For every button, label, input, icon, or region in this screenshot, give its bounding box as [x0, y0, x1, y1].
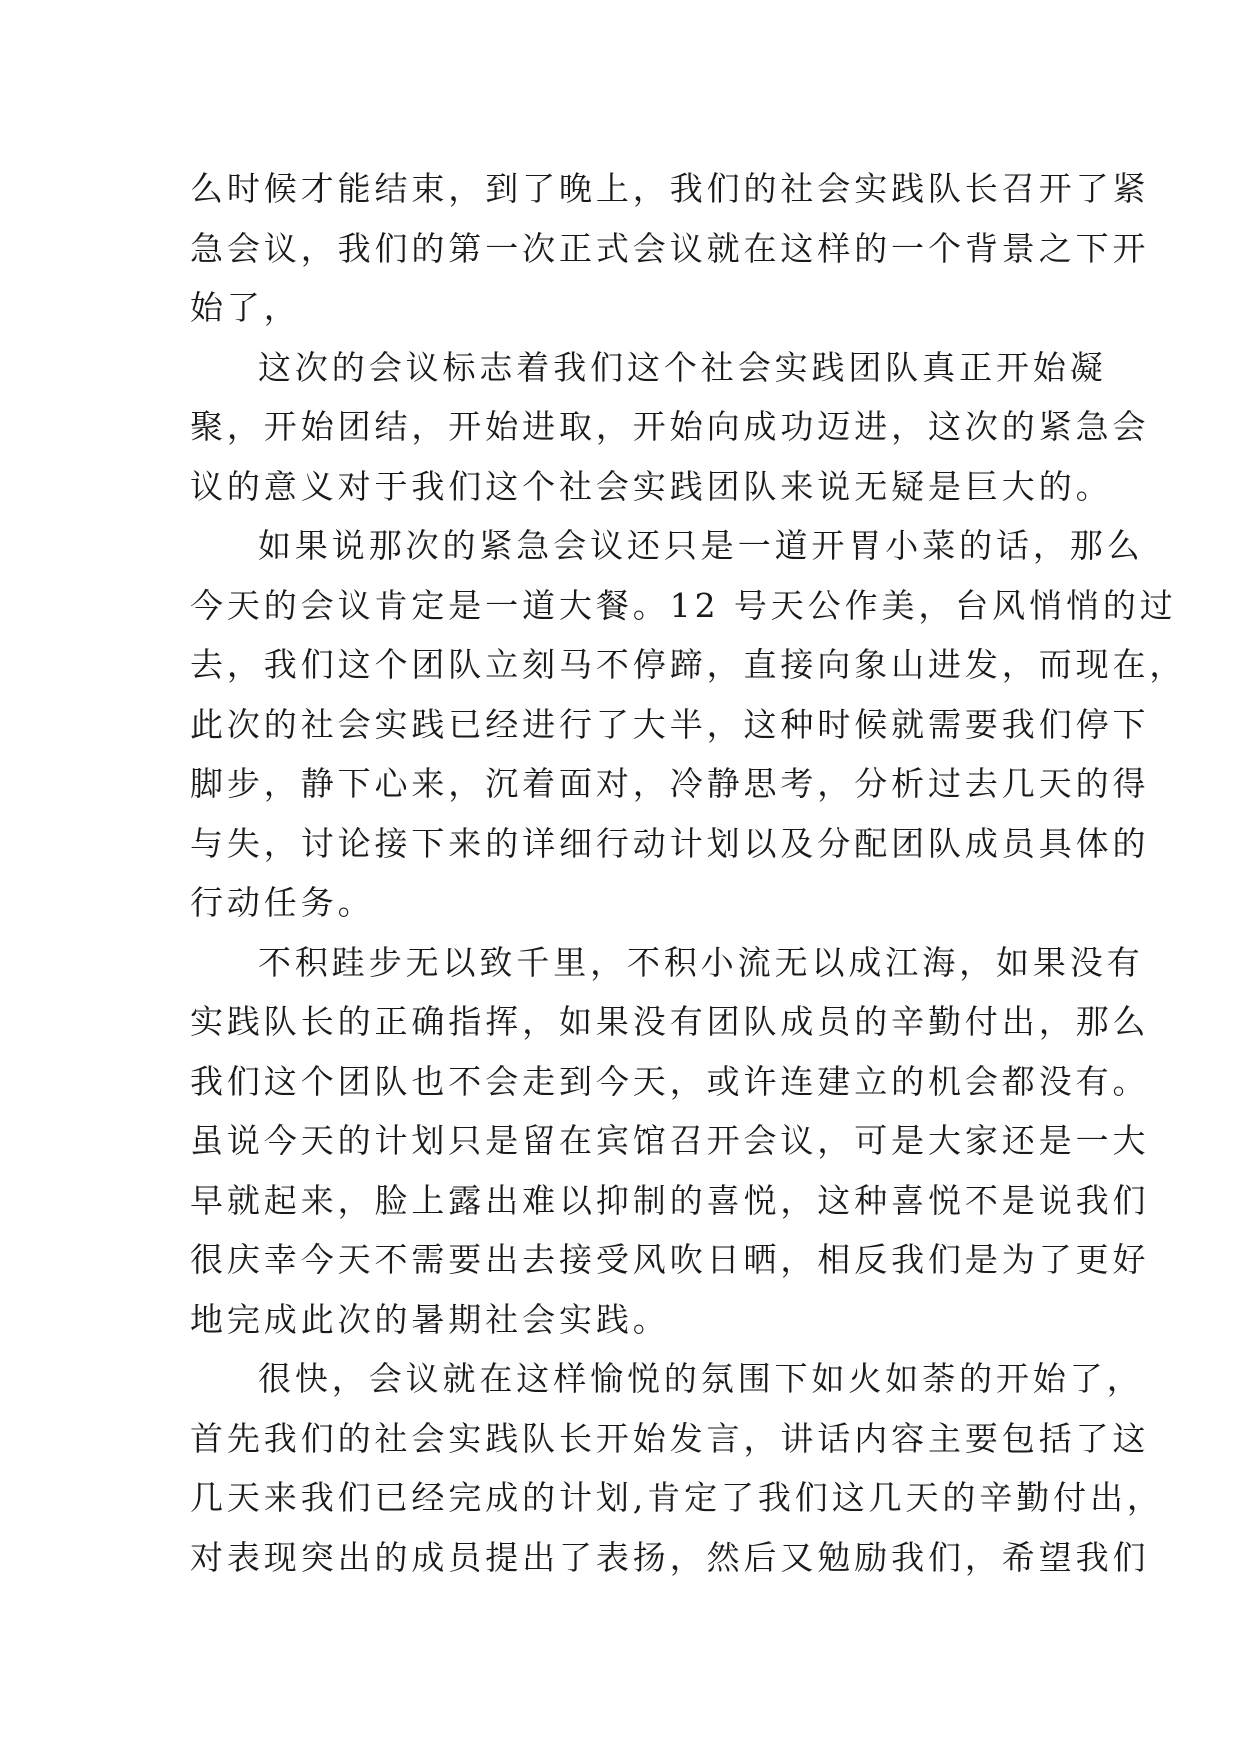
- text-line: 今天的会议肯定是一道大餐。12 号天公作美，台风悄悄的过: [190, 585, 1177, 625]
- text-line: 早就起来，脸上露出难以抑制的喜悦，这种喜悦不是说我们: [190, 1180, 1150, 1220]
- text-line: 我们这个团队也不会走到今天，或许连建立的机会都没有。: [190, 1061, 1150, 1101]
- text-line: 议的意义对于我们这个社会实践团队来说无疑是巨大的。: [190, 466, 1113, 506]
- paragraph-first-line: 很快，会议就在这样愉悦的氛围下如火如荼的开始了，: [258, 1359, 1144, 1398]
- text-line: 虽说今天的计划只是留在宾馆召开会议，可是大家还是一大: [190, 1121, 1150, 1160]
- text-line: 行动任务。: [190, 883, 375, 922]
- text-line: 与失，讨论接下来的详细行动计划以及分配团队成员具体的: [190, 823, 1150, 863]
- text-line: 脚步，静下心来，沉着面对，冷静思考，分析过去几天的得: [190, 764, 1150, 803]
- text-line: 急会议，我们的第一次正式会议就在这样的一个背景之下开: [190, 228, 1150, 268]
- text-line: 几天来我们已经完成的计划,肯定了我们这几天的辛勤付出，: [190, 1478, 1164, 1517]
- text-line: 么时候才能结束，到了晚上，我们的社会实践队长召开了紧: [190, 169, 1150, 208]
- text-line: 地完成此次的暑期社会实践。: [190, 1299, 670, 1339]
- text-line: 对表现突出的成员提出了表扬，然后又勉励我们，希望我们: [190, 1537, 1150, 1577]
- paragraph-first-line: 如果说那次的紧急会议还只是一道开胃小菜的话，那么: [258, 526, 1144, 565]
- paragraph-first-line: 不积跬步无以致千里，不积小流无以成江海，如果没有: [258, 942, 1144, 982]
- text-line: 首先我们的社会实践队长开始发言，讲话内容主要包括了这: [190, 1418, 1150, 1458]
- text-line: 此次的社会实践已经进行了大半，这种时候就需要我们停下: [190, 704, 1150, 744]
- text-line: 实践队长的正确指挥，如果没有团队成员的辛勤付出，那么: [190, 1002, 1150, 1041]
- text-line: 去，我们这个团队立刻马不停蹄，直接向象山进发，而现在，: [190, 645, 1187, 684]
- document-body-text: [190, 159, 1187, 1587]
- text-line: 始了，: [190, 288, 301, 327]
- paragraph-first-line: 这次的会议标志着我们这个社会实践团队真正开始凝: [258, 347, 1107, 387]
- text-line: 聚，开始团结，开始进取，开始向成功迈进，这次的紧急会: [190, 407, 1150, 446]
- text-line: 很庆幸今天不需要出去接受风吹日晒，相反我们是为了更好: [190, 1240, 1150, 1279]
